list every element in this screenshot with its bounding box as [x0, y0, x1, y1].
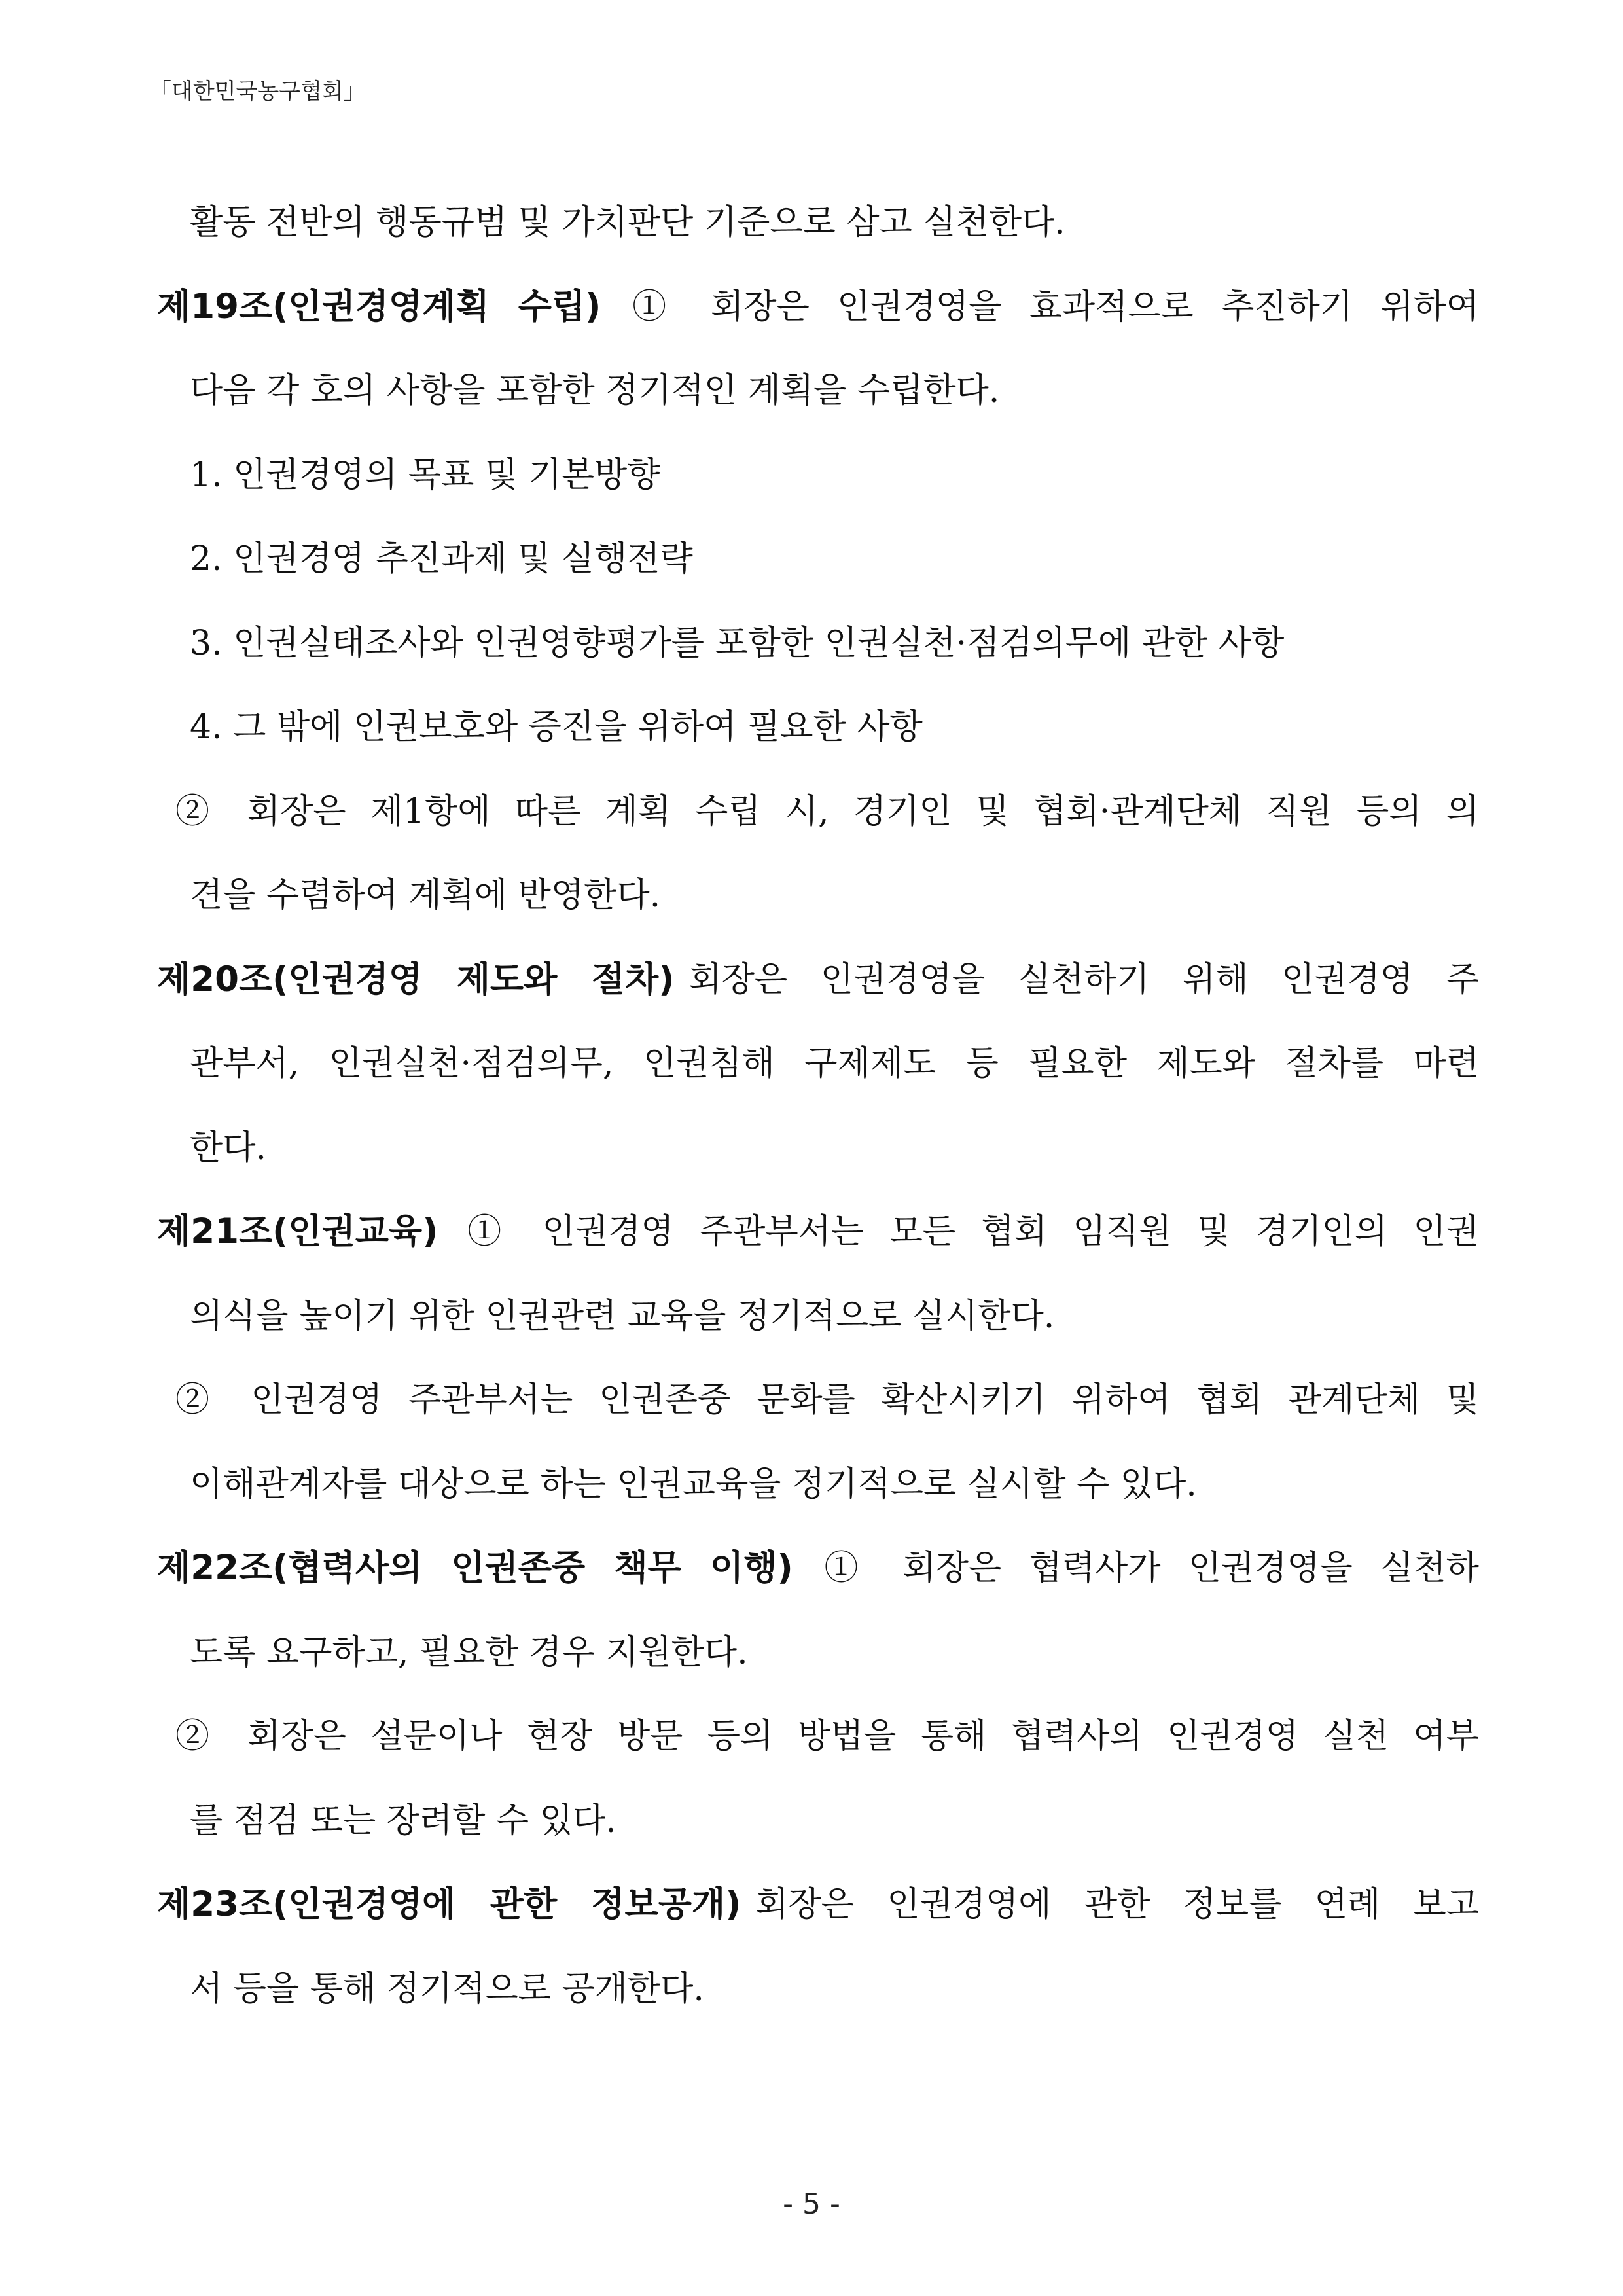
article-19-paragraph-1: ① 회장은 인권경영을 효과적으로 추진하기 위하여	[615, 287, 1479, 327]
text-line: 이해관계자를 대상으로 하는 인권교육을 정기적으로 실시할 수 있다.	[190, 1464, 1197, 1504]
list-item: 3. 인권실태조사와 인권영향평가를 포함한 인권실천·점검의무에 관한 사항	[190, 623, 1285, 663]
article-20-line	[157, 938, 1479, 1022]
text-line: 활동 전반의 행동규범 및 가치판단 기준으로 삼고 실천한다.	[190, 203, 1065, 242]
list-item: 2. 인권경영 추진과제 및 실행전략	[190, 539, 693, 579]
article-23-line	[157, 1863, 1479, 1947]
article-21-line	[157, 1190, 1479, 1274]
article-21-heading: 제21조(인권교육)	[157, 1211, 438, 1251]
text-line: 관부서, 인권실천·점검의무, 인권침해 구제제도 등 필요한 제도와 절차를 마련	[190, 1044, 1479, 1083]
article-20-text: 회장은 인권경영을 실천하기 위해 인권경영 주	[688, 960, 1479, 999]
list-item: 4. 그 밖에 인권보호와 증진을 위하여 필요한 사항	[190, 708, 923, 747]
article-20-heading: 제20조(인권경영 제도와 절차)	[157, 959, 675, 999]
article-22-line	[157, 1526, 1479, 1611]
article-22-heading: 제22조(협력사의 인권존중 책무 이행)	[157, 1548, 793, 1588]
text-line: 한다.	[190, 1128, 266, 1168]
article-19-heading: 제19조(인권경영계획 수립)	[157, 286, 601, 327]
list-item: 1. 인권경영의 목표 및 기본방향	[190, 455, 660, 495]
article-23-text: 회장은 인권경영에 관한 정보를 연례 보고	[755, 1885, 1479, 1924]
page-number: - 5 -	[783, 2187, 840, 2221]
text-line: 의식을 높이기 위한 인권관련 교육을 정기적으로 실시한다.	[190, 1296, 1055, 1336]
article-23-heading: 제23조(인권경영에 관한 정보공개)	[157, 1884, 741, 1924]
text-line: 서 등을 통해 정기적으로 공개한다.	[190, 1969, 704, 2009]
article-21-paragraph-2: ② 인권경영 주관부서는 인권존중 문화를 확산시키기 위하여 협회 관계단체 및	[175, 1380, 1479, 1420]
text-line: 다음 각 호의 사항을 포함한 정기적인 계획을 수립한다.	[190, 371, 1000, 410]
text-line: 도록 요구하고, 필요한 경우 지원한다.	[190, 1632, 748, 1672]
document-header: 「대한민국농구협회」	[149, 79, 366, 105]
article-19-paragraph-2: ② 회장은 제1항에 따른 계획 수립 시, 경기인 및 협회·관계단체 직원 등의 의	[175, 791, 1479, 831]
text-line: 견을 수렴하여 계획에 반영한다.	[190, 876, 661, 915]
document-body	[157, 181, 1479, 2031]
article-22-paragraph-2: ② 회장은 설문이나 현장 방문 등의 방법을 통해 협력사의 인권경영 실천 여부	[175, 1717, 1479, 1756]
article-21-paragraph-1: ① 인권경영 주관부서는 모든 협회 임직원 및 경기인의 인권	[452, 1212, 1479, 1251]
article-22-paragraph-1: ① 회장은 협력사가 인권경영을 실천하	[807, 1549, 1479, 1588]
article-19-line	[157, 265, 1479, 350]
text-line: 를 점검 또는 장려할 수 있다.	[190, 1801, 616, 1840]
